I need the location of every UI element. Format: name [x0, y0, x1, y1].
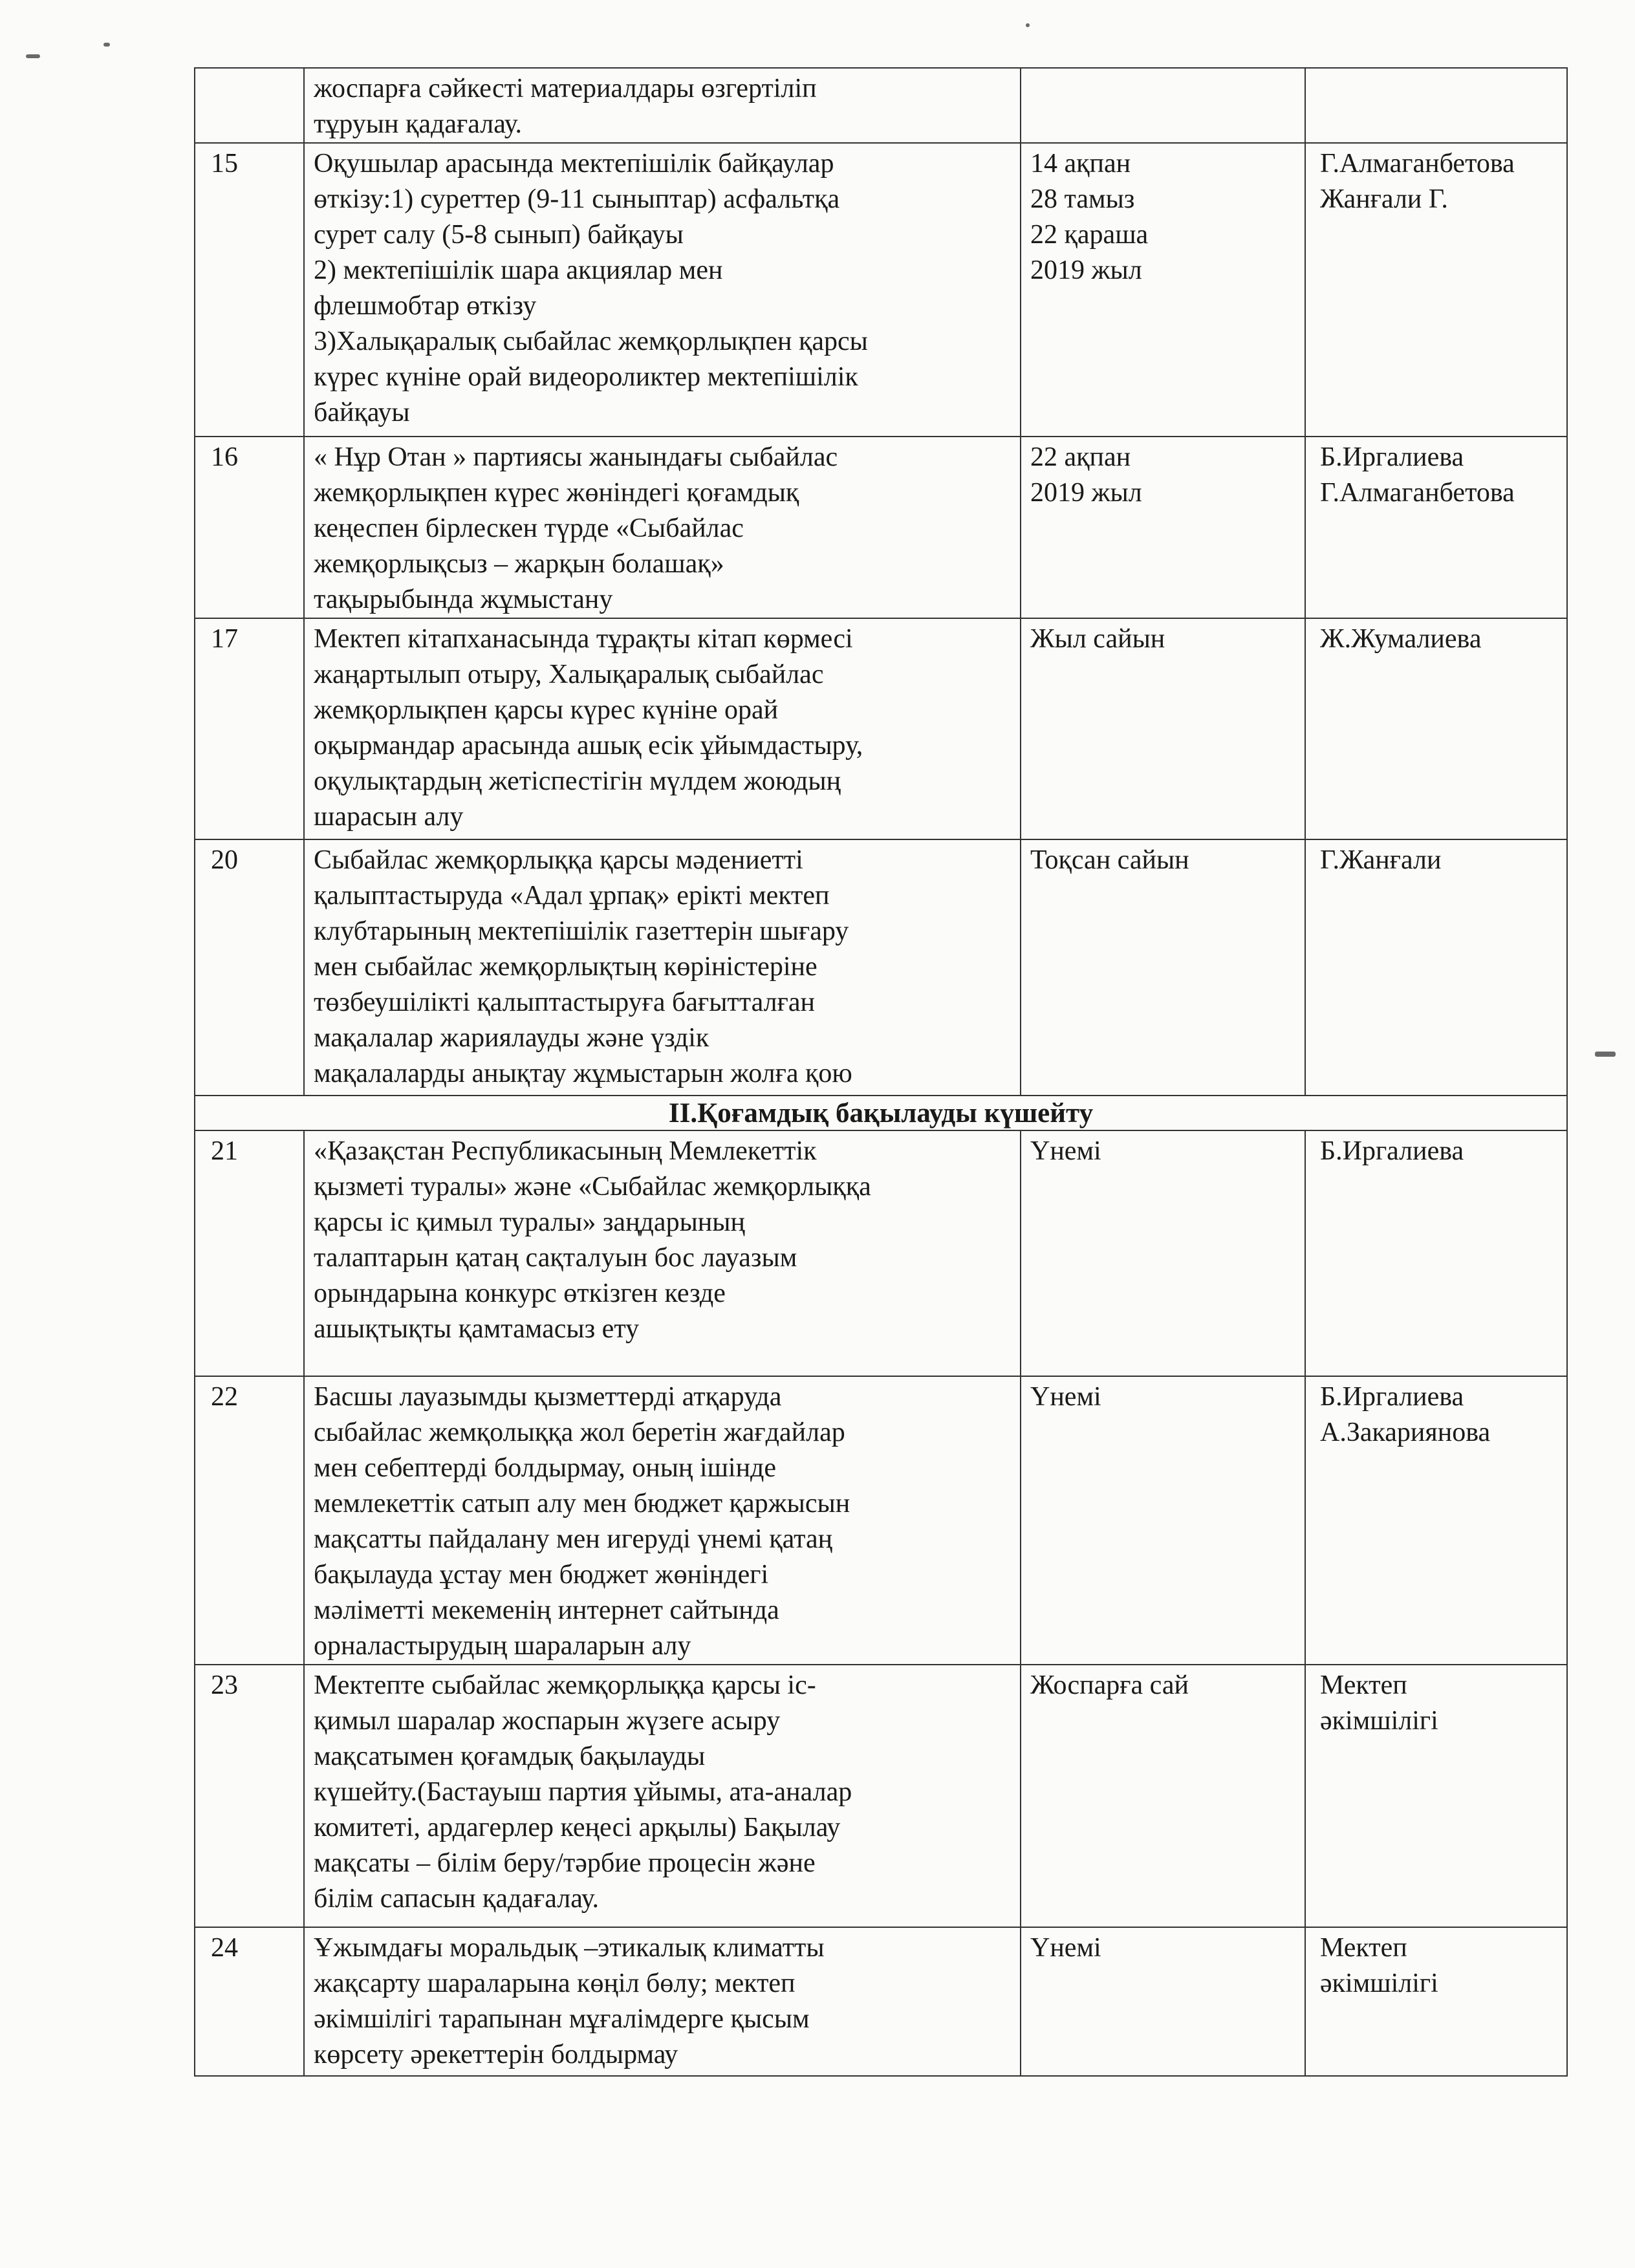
table-row	[195, 618, 1567, 839]
deadline-cell	[1021, 1665, 1305, 1927]
row-number: 20	[211, 845, 238, 875]
deadline-cell	[1021, 68, 1305, 143]
row-number-cell	[195, 1927, 304, 2076]
responsible-person-cell	[1305, 618, 1567, 839]
task-description-cell	[304, 143, 1021, 437]
row-number: 24	[211, 1933, 238, 1963]
deadline: Үнемі	[1030, 1933, 1101, 1963]
table-row	[195, 68, 1567, 143]
task-description-cell	[304, 1376, 1021, 1665]
deadline: 14 ақпан 28 тамыз 22 қараша 2019 жыл	[1030, 149, 1149, 285]
table-row	[195, 1665, 1567, 1927]
deadline-cell	[1021, 437, 1305, 618]
deadline-cell	[1021, 1927, 1305, 2076]
row-number-cell	[195, 618, 304, 839]
deadline-cell	[1021, 1376, 1305, 1665]
task-description: Мектепте сыбайлас жемқорлыққа қарсы іс- қимыл шаралар жоспарын жүзеге асыру мақсатымен қоғамдық бақылауды күшейту.(Бастауыш партия ұйымы, ата-аналар комитеті, ардагерлер кеңесі арқылы) Бақылау мақсаты – білім беру/тәрбие процесін және білім сапасын қадағалау.	[314, 1670, 852, 1914]
row-number-cell	[195, 143, 304, 437]
row-number-cell	[195, 68, 304, 143]
task-description-cell	[304, 839, 1021, 1096]
row-number-cell	[195, 1376, 304, 1665]
deadline: 22 ақпан 2019 жыл	[1030, 442, 1142, 508]
row-number: 21	[211, 1136, 238, 1166]
row-number: 15	[211, 149, 238, 178]
task-description: Оқушылар арасында мектепішілік байқаулар өткізу:1) суреттер (9-11 сыныптар) асфальтқа сурет салу (5-8 сынып) байқауы 2) мектепішілік шара акциялар мен флешмобтар өткізу 3)Халықаралық сыбайлас жемқорлықпен қарсы күрес күніне орай видеороликтер мектепішілік байқауы	[314, 149, 868, 427]
scan-speck	[1595, 1052, 1616, 1057]
task-description: Ұжымдағы моральдық –этикалық климатты жақсарту шараларына көңіл бөлу; мектеп әкімшілігі тарапынан мұғалімдерге қысым көрсету әрекеттерін болдырмау	[314, 1933, 825, 2069]
section-title: II.Қоғамдық бақылауды күшейту	[195, 1096, 1567, 1130]
task-description: « Нұр Отан » партиясы жанындағы сыбайлас жемқорлықпен күрес жөніндегі қоғамдық кеңеспен бірлескен түрде «Сыбайлас жемқорлықсыз – жарқын болашақ» тақырыбында жұмыстану	[314, 442, 838, 614]
task-description-cell	[304, 437, 1021, 618]
responsible-person-cell	[1305, 143, 1567, 437]
deadline-cell	[1021, 143, 1305, 437]
row-number-cell	[195, 1130, 304, 1376]
measures-table	[194, 67, 1568, 2077]
responsible-person: Б.Иргалиева	[1320, 1136, 1464, 1166]
deadline-cell	[1021, 618, 1305, 839]
responsible-person: Ж.Жумалиева	[1320, 624, 1482, 654]
task-description-cell	[304, 1130, 1021, 1376]
table-row	[195, 437, 1567, 618]
table-row	[195, 839, 1567, 1096]
deadline: Жоспарға сай	[1030, 1670, 1189, 1700]
responsible-person-cell	[1305, 437, 1567, 618]
responsible-person-cell	[1305, 839, 1567, 1096]
table-row	[195, 1130, 1567, 1376]
task-description: «Қазақстан Республикасының Мемлекеттік қызметі туралы» және «Сыбайлас жемқорлыққа қарсы іс қимыл туралы» заңдарының талаптарын қатаң сақталуын бос лауазым орындарына конкурс өткізген кезде ашықтықты қамтамасыз ету	[314, 1136, 871, 1344]
responsible-person-cell	[1305, 1130, 1567, 1376]
row-number-cell	[195, 437, 304, 618]
deadline: Үнемі	[1030, 1382, 1101, 1412]
table-row	[195, 143, 1567, 437]
task-description: Сыбайлас жемқорлыққа қарсы мәдениетті қалыптастыруда «Адал ұрпақ» ерікті мектеп клубтарының мектепішілік газеттерін шығару мен сыбайлас жемқорлықтың көріністеріне төзбеушілікті қалыптастыруға бағытталған мақалалар жариялауды және үздік мақалаларды анықтау жұмыстарын жолға қою	[314, 845, 852, 1088]
row-number: 22	[211, 1382, 238, 1412]
task-description: Басшы лауазымды қызметтерді атқаруда сыбайлас жемқолыққа жол беретін жағдайлар мен себептерді болдырмау, оның ішінде мемлекеттік сатып алу мен бюджет қаржысын мақсатты пайдалану мен игеруді үнемі қатаң бақылауда ұстау мен бюджет жөніндегі мәліметті мекеменің интернет сайтында орналастырудың шараларын алу	[314, 1382, 850, 1661]
responsible-person-cell	[1305, 1927, 1567, 2076]
row-number-cell	[195, 1665, 304, 1927]
row-number: 23	[211, 1670, 238, 1700]
task-description-cell	[304, 618, 1021, 839]
responsible-person-cell	[1305, 68, 1567, 143]
row-number: 17	[211, 624, 238, 654]
task-description-cell	[304, 68, 1021, 143]
section-header-row	[195, 1096, 1567, 1130]
task-description-cell	[304, 1927, 1021, 2076]
responsible-person-cell	[1305, 1376, 1567, 1665]
scan-speck	[26, 54, 40, 58]
scan-speck	[103, 43, 110, 47]
row-number-cell	[195, 839, 304, 1096]
deadline: Жыл сайын	[1030, 624, 1165, 654]
deadline: Тоқсан сайын	[1030, 845, 1189, 875]
responsible-person: Мектеп әкімшілігі	[1320, 1670, 1438, 1736]
task-description: жоспарға сәйкесті материалдары өзгертіліп тұруын қадағалау.	[314, 74, 817, 139]
responsible-person: Б.Иргалиева А.Закариянова	[1320, 1382, 1491, 1447]
task-description-cell	[304, 1665, 1021, 1927]
table-row	[195, 1927, 1567, 2076]
measures-table-body	[195, 68, 1567, 2076]
responsible-person: Г.Жанғали	[1320, 845, 1442, 875]
deadline-cell	[1021, 1130, 1305, 1376]
deadline-cell	[1021, 839, 1305, 1096]
responsible-person: Г.Алмаганбетова Жанғали Г.	[1320, 149, 1515, 214]
row-number: 16	[211, 442, 238, 472]
responsible-person: Б.Иргалиева Г.Алмаганбетова	[1320, 442, 1515, 508]
responsible-person: Мектеп әкімшілігі	[1320, 1933, 1438, 1998]
responsible-person-cell	[1305, 1665, 1567, 1927]
scan-speck	[1026, 23, 1030, 27]
deadline: Үнемі	[1030, 1136, 1101, 1166]
table-row	[195, 1376, 1567, 1665]
task-description: Мектеп кітапханасында тұрақты кітап көрмесі жаңартылып отыру, Халықаралық сыбайлас жемқорлықпен қарсы күрес күніне орай оқырмандар арасында ашық есік ұйымдастыру, оқулықтардың жетіспестігін мүлдем жоюдың шарасын алу	[314, 624, 863, 832]
